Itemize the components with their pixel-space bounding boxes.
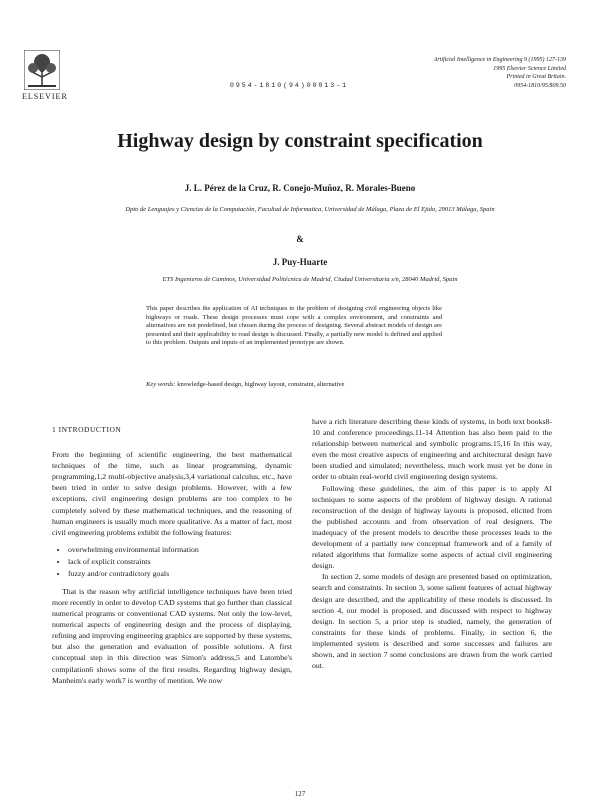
list-item: • lack of explicit constraints <box>68 556 292 568</box>
journal-line: 1995 Elsevier Science Limited <box>493 65 566 72</box>
right-column <box>312 416 552 671</box>
page-number: 127 <box>294 790 306 798</box>
publisher-name: ELSEVIER <box>22 92 68 101</box>
journal-line: Printed in Great Britain. <box>506 74 566 80</box>
keywords <box>146 381 446 388</box>
keywords-text: knowledge-based design, highway layout, constraint, alternative <box>177 381 345 388</box>
paragraph: That is the reason why artificial intelligence techniques have been tried more recently in order to develop CAD systems that go further than classical numerical programs or conventional CAD systems. Not only the low-level, numerical aspects of engineering design and the process of displaying, refining and improving engineering graphics are supported by these systems, but also the generation and evaluation of possible solutions. A first conceptual step in this direction was Simon's address,5 and Latombe's compilation6 shows some of the first results. Regarding highway design, Manheim's early work7 is worthy of mention. We now <box>52 586 292 685</box>
list-item: • overwhelming environmental information <box>68 544 292 556</box>
journal-info <box>356 56 566 90</box>
journal-line: 0954-1810/95/$09.50 <box>514 82 566 89</box>
feature-list <box>52 544 292 580</box>
paragraph: In section 2, some models of design are presented based on optimization, search and constraints. In section 3, some salient features of actual highway design are described, and the applicability of these models is discussed. In section 4, our model is proposed, and discussed with respect to highway design. In section 5, a prior step is studied, namely, the generation of constraints for these kinds of problems. Finally, in section 6, the implemented system is described and some successes and failures are shown, and in section 7 some conclusions are drawn from the work carried out. <box>312 572 552 671</box>
section-title: 1 INTRODUCTION <box>52 425 122 434</box>
article-code: 0954-1810(94)00013-1 <box>230 82 349 89</box>
left-column <box>52 424 292 686</box>
affiliation-2: ETS Ingenieros de Caminos, Universidad Politécnica de Madrid, Ciudad Universitaria s/n, 28040 Madrid, Spain <box>162 276 458 283</box>
paragraph: have a rich literature describing these kinds of systems, in both text books8-10 and conference proceedings.11-14 Attention has also been paid to the relationship between numerical and symbolic programs.15,16 In this way, even the most creative aspects of engineering and architectural design have been studied and simulated; nevertheless, much work must yet be done in order to obtain real-world civil engineering design systems. <box>312 417 552 482</box>
ampersand: & <box>296 234 304 244</box>
authors: J. L. Pérez de la Cruz, R. Conejo-Muñoz, R. Morales-Bueno <box>184 183 416 193</box>
elsevier-tree-logo <box>24 50 60 90</box>
list-item: • fuzzy and/or contradictory goals <box>68 568 292 580</box>
journal-line: Artificial Intelligence in Engineering 9 (1995) 127-139 <box>433 57 566 63</box>
author-2: J. Puy-Huarte <box>272 257 328 267</box>
paper-title: Highway design by constraint specification <box>117 130 483 152</box>
keywords-label: Key words: <box>146 381 176 388</box>
abstract: This paper describes the application of AI techniques to the problem of designing civil engineering objects like highways or roads. These design processes must cope with a complex environment, and constraints and alternatives are not predefined, but chosen during the process of designing. Several abstract models of design are presented and their applicability to road design is discussed. Finally, a partially new model is defined and applied to this problem. Outputs and inputs of an implemented prototype are shown. <box>146 305 442 347</box>
paragraph: Following these guidelines, the aim of this paper is to apply AI techniques to some aspects of the problem of highway design. A rational reconstruction of the design of highway layouts is proposed, elicited from the published accounts and from observation of real designers. The inadequacy of the present models to describe these processes leads to the development of a partially new conceptual framework and of a family of related algorithms that formalize some aspects of actual civil engineering design. <box>312 483 552 571</box>
affiliation-1: Dpto de Lenguajes y Ciencias de la Computación, Facultad de Informatica, Universidad de Málaga, Plaza de El Ejido, 29013 Málaga, Spain <box>125 206 495 213</box>
paragraph: From the beginning of scientific engineering, the best mathematical techniques of the time, such as linear programming, dynamic programming,1,2 multi-objective analysis,3,4 variational calculus, etc., have been tried in order to solve design problems. However, with a few exceptions, civil engineering design problems are too complex to be completely solved by these mathematical techniques, and the reasoning of human engineers is usually much more qualitative. As a matter of fact, most civil engineering problems exhibit the following features: <box>52 450 292 537</box>
